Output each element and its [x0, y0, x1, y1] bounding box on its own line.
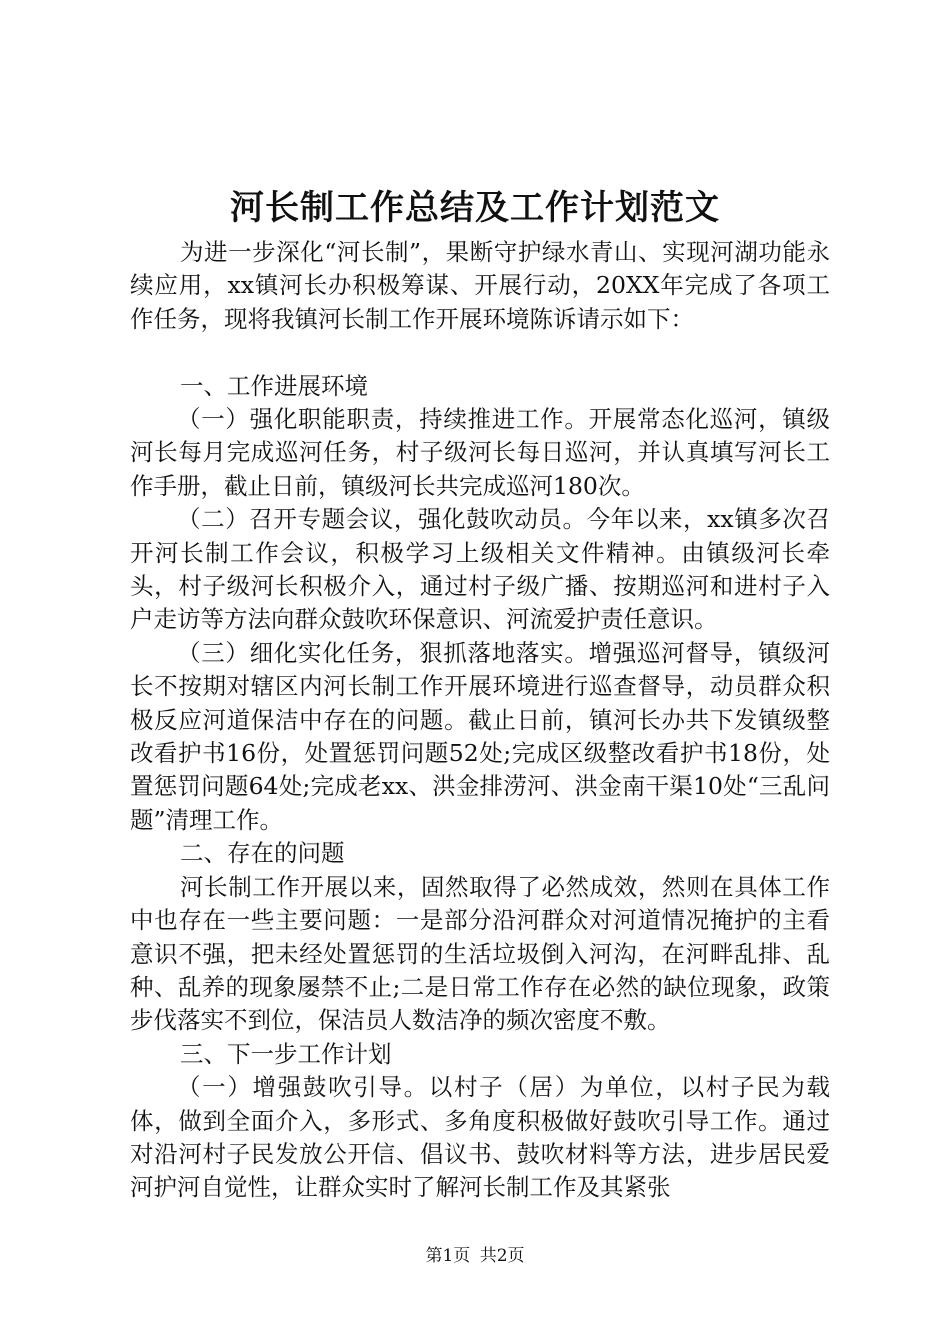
- page-number-current: 第1页: [425, 1246, 471, 1266]
- page-number-total: 共2页: [479, 1246, 525, 1266]
- progress-item-3: （三）细化实化任务，狠抓落地落实。增强巡河督导，镇级河长不按期对辖区内河长制工作开展环境进行巡查督导，动员群众积极反应河道保洁中存在的问题。截止日前，镇河长办共下发镇级整改看护书16份，处置惩罚问题52处;完成区级整改看护书18份，处置惩罚问题64处;完成老xx、洪金排涝河、洪金南干渠10处“三乱问题”清理工作。: [130, 638, 830, 834]
- paragraph-gap: [130, 336, 830, 369]
- plan-item-1: （一）增强鼓吹引导。以村子（居）为单位，以村子民为载体，做到全面介入，多形式、多角度积极做好鼓吹引导工作。通过对沿河村子民发放公开信、倡议书、鼓吹材料等方法，进步居民爱河护河自觉性，让群众实时了解河长制工作及其紧张: [130, 1073, 830, 1202]
- section-heading-progress: 一、工作进展环境: [180, 371, 368, 400]
- progress-item-2: （二）召开专题会议，强化鼓吹动员。今年以来，xx镇多次召开河长制工作会议，积极学习上级相关文件精神。由镇级河长牵头，村子级河长积极介入，通过村子级广播、按期巡河和进村子入户走访等方法向群众鼓吹环保意识、河流爱护责任意识。: [130, 505, 830, 634]
- intro-paragraph: 为进一步深化“河长制”，果断守护绿水青山、实现河湖功能永续应用，xx镇河长办积极筹谋、开展行动，20XX年完成了各项工作任务，现将我镇河长制工作开展环境陈诉请示如下：: [130, 238, 830, 333]
- page-footer: [0, 1244, 950, 1268]
- section-heading-problems: 二、存在的问题: [180, 839, 345, 868]
- document-body: [130, 236, 830, 1205]
- document-title: 河长制工作总结及工作计划范文: [230, 188, 720, 228]
- progress-item-1: （一）强化职能职责，持续推进工作。开展常态化巡河，镇级河长每月完成巡河任务，村子级河长每日巡河，并认真填写河长工作手册，截止日前，镇级河长共完成巡河180次。: [130, 405, 830, 500]
- problems-paragraph: 河长制工作开展以来，固然取得了必然成效，然则在具体工作中也存在一些主要问题：一是部分沿河群众对河道情况掩护的主看意识不强，把未经处置惩罚的生活垃圾倒入河沟，在河畔乱排、乱种、乱养的现象屡禁不止;二是日常工作存在必然的缺位现象，政策步伐落实不到位，保洁员人数洁净的频次密度不敷。: [130, 872, 830, 1035]
- section-heading-plan: 三、下一步工作计划: [180, 1039, 392, 1068]
